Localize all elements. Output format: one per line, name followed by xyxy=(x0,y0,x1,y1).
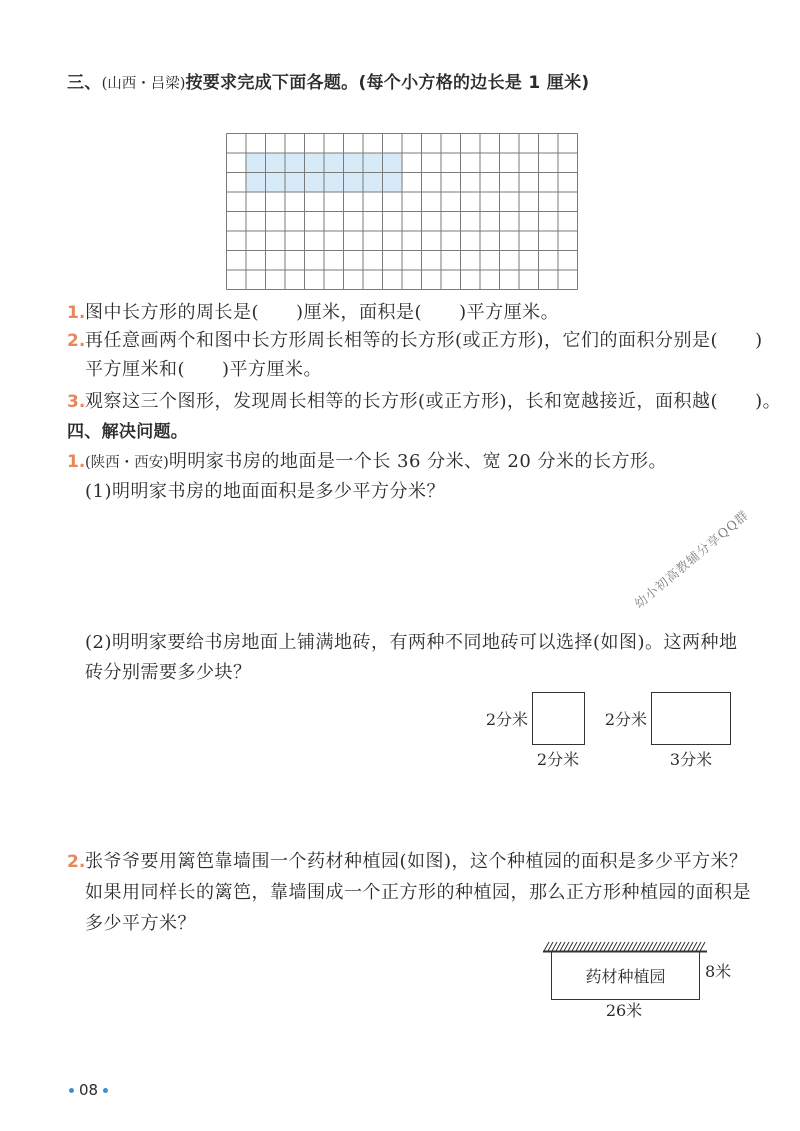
section-3-number: 三、 xyxy=(67,73,102,93)
rect-tile-bottom-label: 3分米 xyxy=(669,750,713,769)
question-number: 1. xyxy=(67,303,86,323)
question-text: 图中长方形的周长是( )厘米，面积是( )平方厘米。 xyxy=(85,302,560,323)
question-number: 2. xyxy=(67,331,86,351)
section-4-header xyxy=(67,419,188,445)
section-3-instruction: 按要求完成下面各题。 xyxy=(185,73,359,93)
problem-1-part-1 xyxy=(85,479,445,505)
question-text: 平方厘米和( )平方厘米。 xyxy=(85,359,323,380)
problem-number: 1. xyxy=(67,452,86,472)
rectangle-tile xyxy=(651,692,731,745)
problem-2 xyxy=(67,849,748,875)
page-number xyxy=(64,1079,113,1101)
page-number-text: 08 xyxy=(79,1081,99,1099)
watermark: 幼小初高教辅分享QQ群 xyxy=(631,507,752,612)
square-tile-bottom-label: 2分米 xyxy=(536,750,580,769)
rect-tile-side-label: 2分米 xyxy=(604,710,647,729)
square-grid xyxy=(226,133,578,290)
question-2 xyxy=(67,328,763,354)
square-tile-side-label: 2分米 xyxy=(485,710,528,729)
grid-svg xyxy=(226,133,578,290)
garden-bottom-label: 26米 xyxy=(605,1001,643,1020)
page-dot-right xyxy=(103,1088,108,1093)
part-text: 砖分别需要多少块？ xyxy=(85,662,252,683)
question-text: 再任意画两个和图中长方形周长相等的长方形(或正方形)，它们的面积分别是( ) xyxy=(85,330,763,351)
section-3-header xyxy=(67,70,589,96)
problem-1 xyxy=(67,449,667,475)
garden-rectangle xyxy=(551,952,700,1000)
garden-label: 药材种植园 xyxy=(585,967,666,986)
problem-2-continued-2 xyxy=(85,911,196,937)
garden-side-label: 8米 xyxy=(705,962,732,981)
problem-text: 明明家书房的地面是一个长 36 分米、宽 20 分米的长方形。 xyxy=(168,451,668,472)
problem-text: 如果用同样长的篱笆，靠墙围成一个正方形的种植园，那么正方形种植园的面积是 xyxy=(85,882,751,903)
section-3-source-tag: (山西・吕梁) xyxy=(101,76,186,92)
problem-text: 张爷爷要用篱笆靠墙围一个药材种植园(如图)，这个种植园的面积是多少平方米？ xyxy=(85,851,748,872)
page-dot-left xyxy=(69,1088,74,1093)
part-text: (1)明明家书房的地面面积是多少平方分米？ xyxy=(85,481,445,502)
problem-2-continued-1 xyxy=(85,880,751,906)
section-4-title: 解决问题。 xyxy=(101,422,189,442)
square-tile xyxy=(532,692,585,745)
question-text: 观察这三个图形，发现周长相等的长方形(或正方形)，长和宽越接近，面积越( )。 xyxy=(85,391,782,412)
problem-text: 多少平方米？ xyxy=(85,913,196,934)
problem-1-part-2 xyxy=(85,630,738,656)
question-3 xyxy=(67,389,781,415)
question-2-continued xyxy=(85,357,322,383)
question-1 xyxy=(67,300,559,326)
question-number: 3. xyxy=(67,392,86,412)
part-text: (2)明明家要给书房地面上铺满地砖，有两种不同地砖可以选择(如图)。这两种地 xyxy=(85,632,738,653)
section-4-number: 四、 xyxy=(67,422,102,442)
section-3-note: (每个小方格的边长是 1 厘米) xyxy=(358,73,590,93)
problem-number: 2. xyxy=(67,852,86,872)
problem-1-part-2-continued xyxy=(85,660,252,686)
problem-1-source-tag: (陕西・西安) xyxy=(85,455,169,471)
